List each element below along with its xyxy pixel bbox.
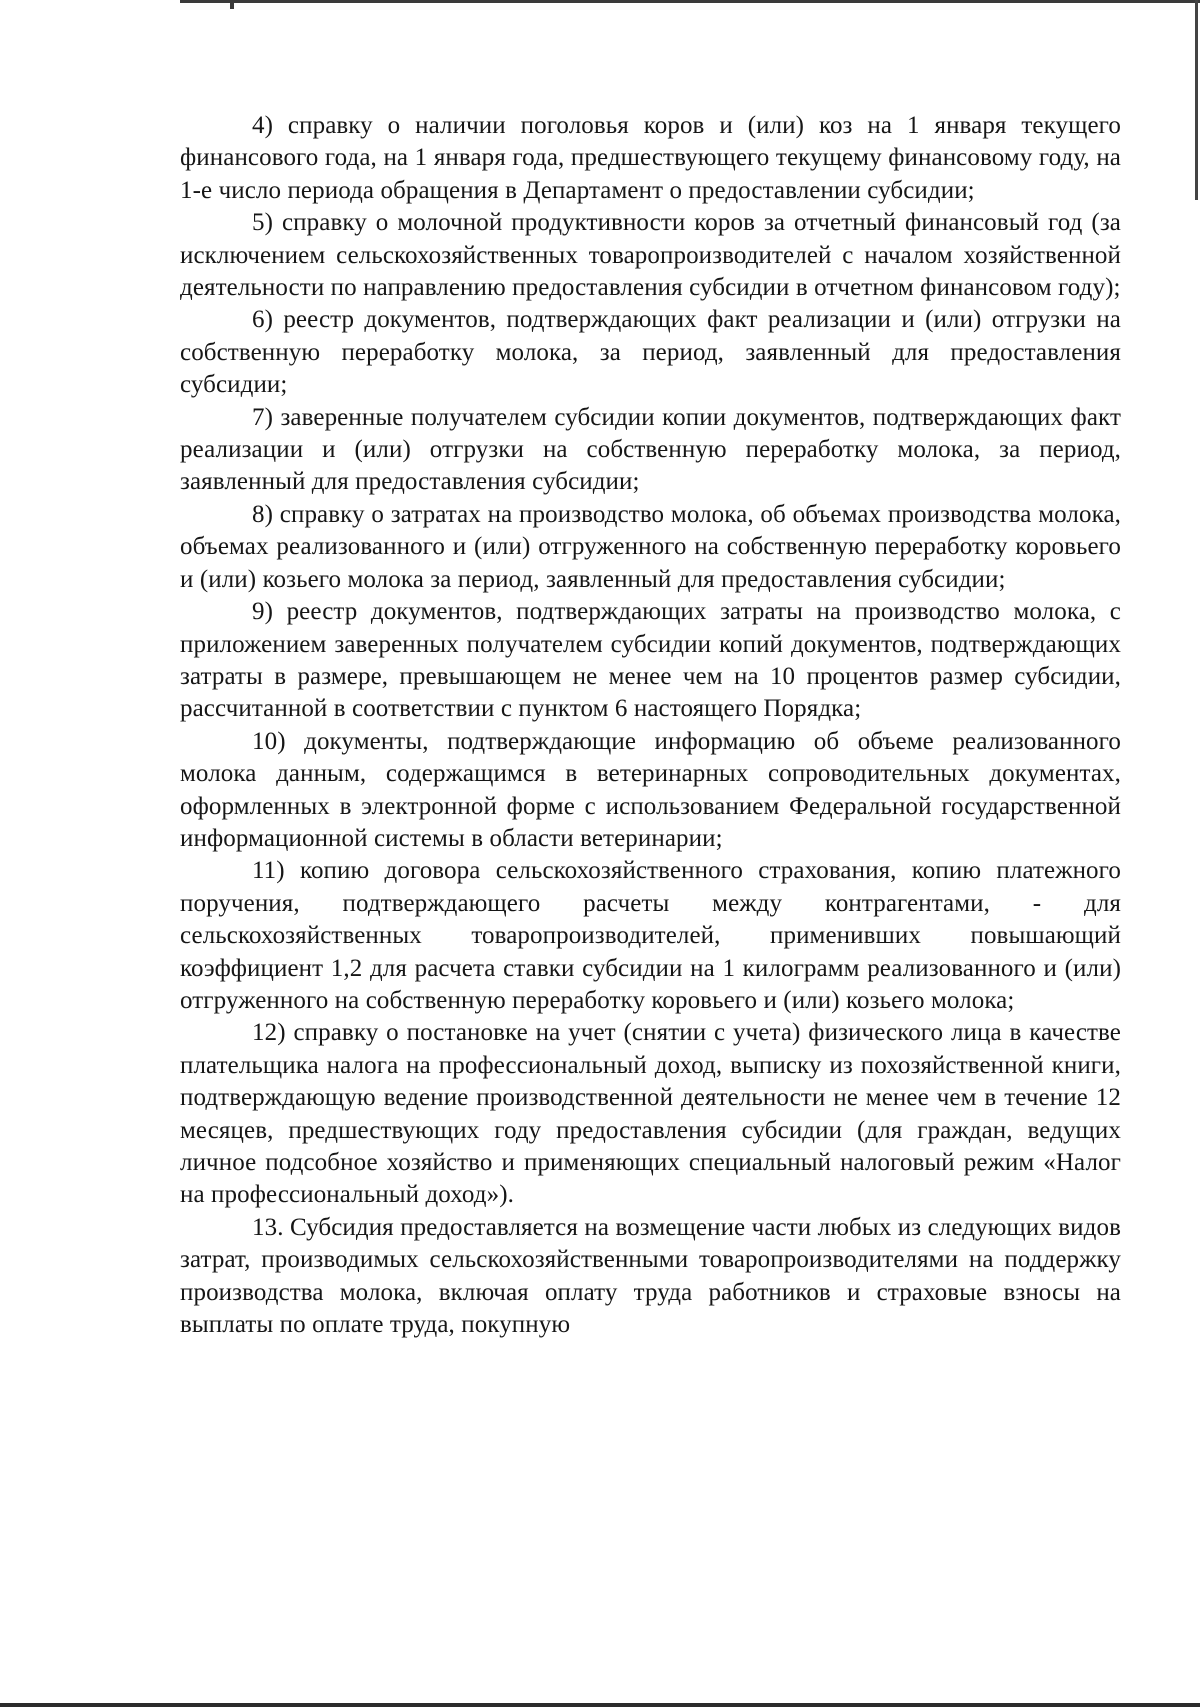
scan-top-edge [180,0,1200,3]
paragraph-item-6: 6) реестр документов, подтверждающих факт реализации и (или) отгрузки на собственную переработку молока, за период, заявленный для предоставления субсидии; [180,306,1121,399]
document-body [180,110,1121,1341]
paragraph-item-5: 5) справку о молочной продуктивности коров за отчетный финансовый год (за исключением сельскохозяйственных товаропроизводителей с началом хозяйственной деятельности по направлению предоставления субсидии в отчетном финансовом году); [180,209,1121,302]
scan-bottom-edge [0,1703,1200,1707]
paragraph-item-7: 7) заверенные получателем субсидии копии документов, подтверждающих факт реализации и (или) отгрузки на собственную переработку молока, за период, заявленный для предоставления субсидии; [180,403,1121,496]
scan-right-edge [1195,0,1198,200]
paragraph-item-12: 12) справку о постановке на учет (снятии с учета) физического лица в качестве плательщика налога на профессиональный доход, выписку из похозяйственной книги, подтверждающую ведение производственной деятельности не менее чем в течение 12 месяцев, предшествующих году предоставления субсидии (для граждан, ведущих личное подсобное хозяйство и применяющих специальный налоговый режим «Налог на профессиональный доход»). [180,1019,1121,1209]
paragraph-section-13: 13. Субсидия предоставляется на возмещение части любых из следующих видов затрат, производимых сельскохозяйственными товаропроизводителями на поддержку производства молока, включая оплату труда работников и страховые взносы на выплаты по оплате труда, покупную [180,1213,1121,1339]
paragraph-item-8: 8) справку о затратах на производство молока, об объемах производства молока, объемах реализованного и (или) отгруженного на собственную переработку коровьего и (или) козьего молока за период, заявленный для предоставления субсидии; [180,500,1121,593]
paragraph-item-10: 10) документы, подтверждающие информацию об объеме реализованного молока данным, содержащимся в ветеринарных сопроводительных документах, оформленных в электронной форме с использованием Федеральной государственной информационной системы в области ветеринарии; [180,727,1121,852]
paragraph-item-11: 11) копию договора сельскохозяйственного страхования, копию платежного поручения, подтверждающего расчеты между контрагентами, - для сельскохозяйственных товаропроизводителей, применивших повышающий коэффициент 1,2 для расчета ставки субсидии на 1 килограмм реализованного и (или) отгруженного на собственную переработку коровьего и (или) козьего молока; [180,857,1121,1014]
paragraph-item-4: 4) справку о наличии поголовья коров и (или) коз на 1 января текущего финансового года, на 1 января года, предшествующего текущему финансовому году, на 1-е число периода обращения в Департамент о предоставлении субсидии; [180,112,1121,204]
paragraph-item-9: 9) реестр документов, подтверждающих затраты на производство молока, с приложением заверенных получателем субсидии копий документов, подтверждающих затраты в размере, превышающем не менее чем на 10 процентов размер субсидии, рассчитанной в соответствии с пунктом 6 настоящего Порядка; [180,598,1121,723]
